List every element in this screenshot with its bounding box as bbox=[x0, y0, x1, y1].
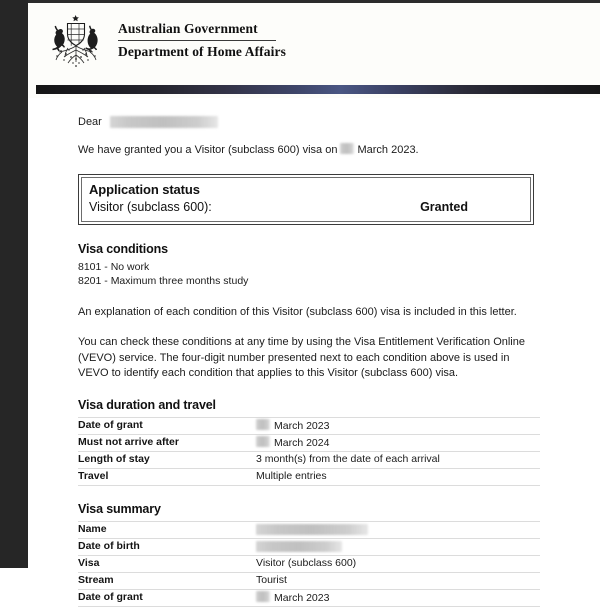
application-status-value: Granted bbox=[420, 199, 468, 214]
visa-condition-item: 8201 - Maximum three months study bbox=[78, 274, 249, 287]
header-divider-zone bbox=[28, 82, 600, 98]
application-status-heading: Application status bbox=[89, 181, 200, 197]
grant-intro-before-date: We have granted you a Visitor (subclass 600) visa on bbox=[78, 144, 338, 156]
salutation-greeting: Dear bbox=[78, 115, 102, 128]
organisation-name: Australian Government bbox=[118, 21, 258, 36]
vevo-paragraph: You can check these conditions at any time by using the Visa Entitlement Verification Online (VEVO) service. The four-digit number presented next to each condition above is used in VEVO to identify each condition that applies to this Visitor (subclass 600) visa. bbox=[78, 336, 525, 379]
visa-conditions-section bbox=[78, 242, 540, 382]
australian-coat-of-arms-icon bbox=[40, 12, 112, 74]
visa-conditions-list bbox=[78, 260, 540, 288]
row-label: Date of birth bbox=[78, 538, 256, 555]
visa-duration-heading: Visa duration and travel bbox=[78, 397, 216, 412]
row-value bbox=[256, 521, 540, 538]
table-row bbox=[78, 572, 540, 589]
row-value bbox=[256, 417, 540, 434]
table-row bbox=[78, 538, 540, 555]
government-wordmark bbox=[118, 21, 286, 60]
row-label: Name bbox=[78, 521, 256, 538]
table-row bbox=[78, 589, 540, 606]
row-label: Date of grant bbox=[78, 417, 256, 434]
row-value: Multiple entries bbox=[256, 468, 540, 485]
row-value-text: March 2023 bbox=[274, 419, 330, 432]
table-row bbox=[78, 434, 540, 451]
redacted-recipient-name bbox=[110, 116, 218, 128]
table-row bbox=[78, 521, 540, 538]
row-value-text: March 2024 bbox=[274, 436, 330, 449]
visa-summary-heading: Visa summary bbox=[78, 501, 161, 516]
redacted-name-value bbox=[256, 524, 368, 535]
row-value: 3 month(s) from the date of each arrival bbox=[256, 451, 540, 468]
row-value: Visitor (subclass 600) bbox=[256, 555, 540, 572]
visa-condition-item: 8101 - No work bbox=[78, 260, 150, 273]
row-value: Tourist bbox=[256, 572, 540, 589]
grant-intro-paragraph bbox=[78, 143, 540, 159]
row-value bbox=[256, 434, 540, 451]
grant-intro-after-date: March 2023. bbox=[357, 144, 419, 156]
row-label: Date of grant bbox=[78, 589, 256, 606]
redacted-grant-day bbox=[340, 143, 354, 154]
redacted-dob-value bbox=[256, 541, 342, 552]
table-row bbox=[78, 451, 540, 468]
row-value-text: March 2023 bbox=[274, 591, 330, 604]
table-row bbox=[78, 468, 540, 485]
table-row bbox=[78, 417, 540, 434]
visa-duration-table bbox=[78, 417, 540, 486]
window-top-edge bbox=[28, 0, 600, 3]
row-value bbox=[256, 589, 540, 606]
visa-conditions-explanation: An explanation of each condition of this Visitor (subclass 600) visa is included in this letter. bbox=[78, 305, 517, 318]
application-status-label: Visitor (subclass 600): bbox=[89, 199, 212, 214]
visa-summary-table bbox=[78, 521, 540, 607]
row-label: Length of stay bbox=[78, 451, 256, 468]
visa-duration-section bbox=[78, 398, 540, 486]
row-label: Visa bbox=[78, 555, 256, 572]
application-status-box bbox=[78, 174, 534, 225]
row-label: Must not arrive after bbox=[78, 434, 256, 451]
gradient-divider-bar bbox=[36, 85, 600, 94]
table-row bbox=[78, 555, 540, 572]
redacted-day bbox=[256, 436, 270, 447]
letter-body bbox=[28, 104, 600, 604]
redacted-day bbox=[256, 419, 270, 430]
letterhead bbox=[28, 3, 600, 82]
row-label: Stream bbox=[78, 572, 256, 589]
visa-conditions-heading: Visa conditions bbox=[78, 241, 168, 256]
visa-summary-section bbox=[78, 502, 540, 607]
row-label: Travel bbox=[78, 468, 256, 485]
wordmark-rule bbox=[118, 40, 276, 41]
department-name: Department of Home Affairs bbox=[118, 44, 286, 59]
window-left-edge bbox=[0, 0, 28, 568]
salutation bbox=[78, 104, 540, 130]
redacted-day bbox=[256, 591, 270, 602]
row-value bbox=[256, 538, 540, 555]
